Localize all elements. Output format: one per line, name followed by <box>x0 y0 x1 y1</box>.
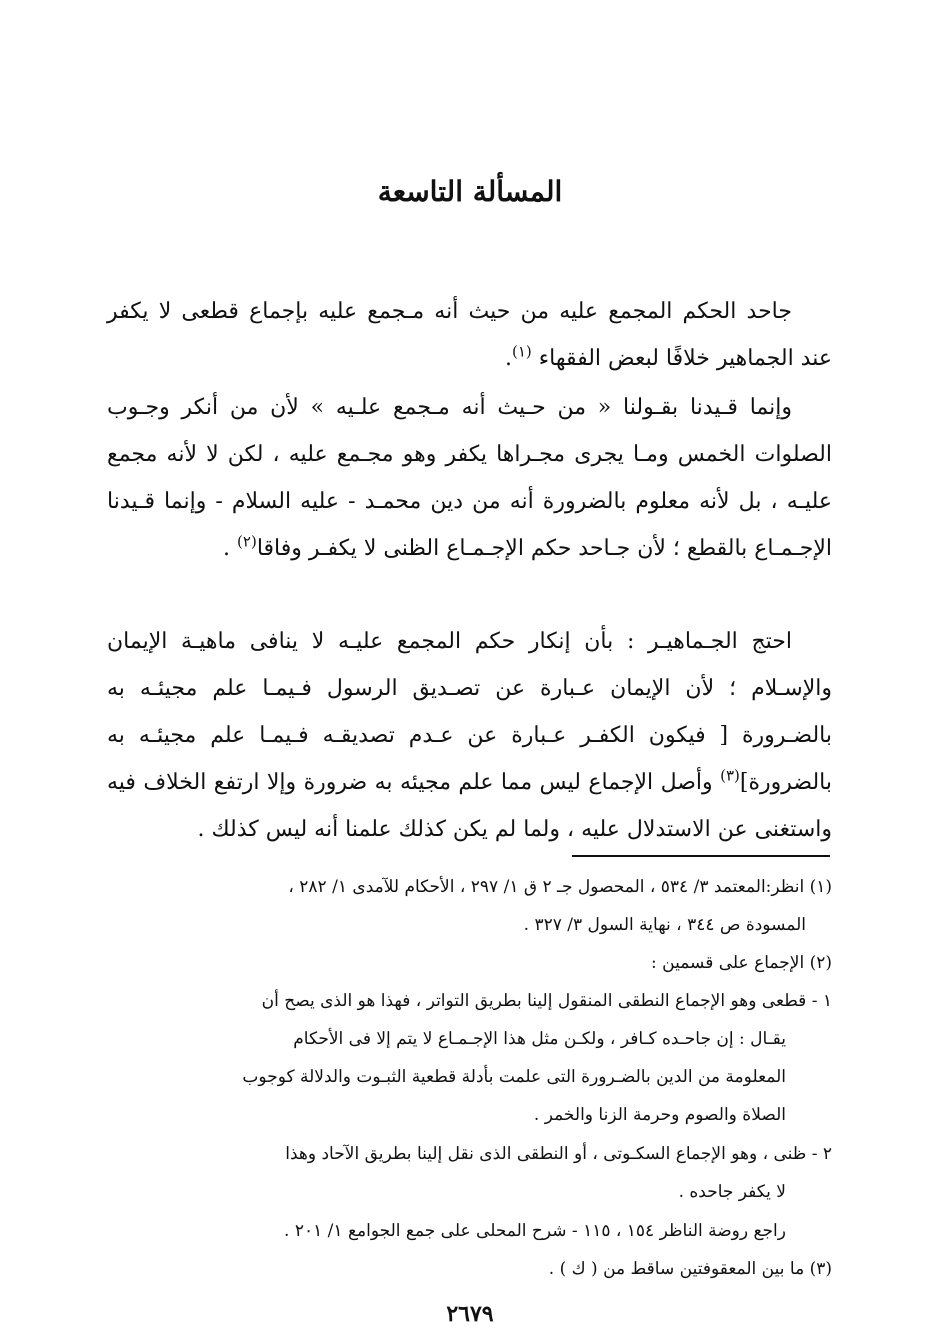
footnote-2-reference <box>107 1212 832 1250</box>
footnote-2-item-1-line-2: يقـال : إن جاحـده كـافر ، ولكـن مثل هذا الإجـمـاع لا يتم إلا فى الأحكام <box>293 1029 786 1049</box>
paragraph-1 <box>107 288 832 382</box>
footnote-2-heading <box>107 944 832 982</box>
footnote-2-item-1-line-4: الصلاة والصوم وحرمة الزنا والخمر . <box>533 1105 786 1125</box>
paragraph-2 <box>107 384 832 572</box>
footnote-3-line-1: (٣) ما بين المعقوفتين ساقط من ( ك ) . <box>548 1259 832 1279</box>
paragraph-3-text-after: وأصل الإجماع ليس مما علم مجيئه به ضرورة وإلا ارتفع الخلاف فيه واستغنى عن الاستدلال عليه ، ولما لم يكن كذلك علمنا أنه ليس كذلك . <box>107 770 832 842</box>
footnote-1 <box>107 868 832 944</box>
footnote-1-line-1: (١) انظر:المعتمد ٣/ ٥٣٤ ، المحصول جـ ٢ ق ١/ ٢٩٧ ، الأحكام للآمدى ١/ ٢٨٢ ، <box>288 877 832 897</box>
footnote-ref-2: (٢) <box>237 532 257 551</box>
paragraph-3 <box>107 618 832 853</box>
page-number: ٢٦٧٩ <box>446 1301 494 1327</box>
footnote-1-line-2: المسودة ص ٣٤٤ ، نهاية السول ٣/ ٣٢٧ . <box>523 915 806 935</box>
paragraph-1-end: . <box>505 346 512 371</box>
footnote-ref-3: (٣) <box>720 766 740 785</box>
paragraph-2-text: وإنما قـيدنا بقـولنا « من حـيث أنه مـجمع علـيه » لأن من أنكر وجـوب الصلوات الخمس ومـا يجرى مجـراها يكفر وهو مجـمع عليه ، لكن لا لأنه مجمع عليـه ، بل لأنه معلوم بالضرورة أنه من دين محمـد - عليه السلام - وإنما قـيدنا الإجـمـاع بالقطع ؛ لأن جـاحد حكم الإجـمـاع الظنى لا يكفـر وفاقا <box>107 395 832 561</box>
footnote-2-item-1 <box>107 982 832 1134</box>
footnote-ref-1: (١) <box>512 342 532 361</box>
footnote-2-item-2-line-2: لا يكفر جاحده . <box>678 1182 786 1202</box>
footnote-separator <box>572 855 830 857</box>
paragraph-2-end: . <box>223 536 231 561</box>
footnote-2-item-1-line-3: المعلومة من الدين بالضـرورة التى علمت بأدلة قطعية الثبـوت والدلالة كوجوب <box>242 1067 786 1087</box>
footnote-2-item-1-line-1: ١ - قطعى وهو الإجماع النطقى المنقول إلينا بطريق التواتر ، فهذا هو الذى يصح أن <box>261 991 832 1011</box>
footnote-2-item-2-line-1: ٢ - ظنى ، وهو الإجماع السكـوتى ، أو النطقى الذى نقل إلينا بطريق الآحاد وهذا <box>285 1144 832 1164</box>
paragraph-3-text-before: احتج الجـماهيـر : بأن إنكار حكم المجمع عليـه لا ينافى ماهيـة الإيمان والإسـلام ؛ لأن الإيمان عـبارة عن تصـديق الرسول فـيمـا علم مجيئـه به بالضـرورة [ فيكون الكفـر عـبارة عن عـدم تصديقـه فـيمـا علم مجيئـه به بالضرورة] <box>107 629 832 795</box>
footnote-2-line-1: (٢) الإجماع على قسمين : <box>651 953 832 973</box>
footnote-2-item-2 <box>107 1135 832 1211</box>
section-title: المسألة التاسعة <box>377 175 563 208</box>
footnote-3 <box>107 1250 832 1288</box>
footnote-2-reference-line: راجع روضة الناظر ١٥٤ ، ١١٥ - شرح المحلى على جمع الجوامع ١/ ٢٠١ . <box>284 1221 786 1241</box>
paragraph-1-text: جاحد الحكم المجمع عليه من حيث أنه مـجمع عليه بإجماع قطعى لا يكفر عند الجماهير خلافًا لبعض الفقهاء <box>107 299 832 371</box>
